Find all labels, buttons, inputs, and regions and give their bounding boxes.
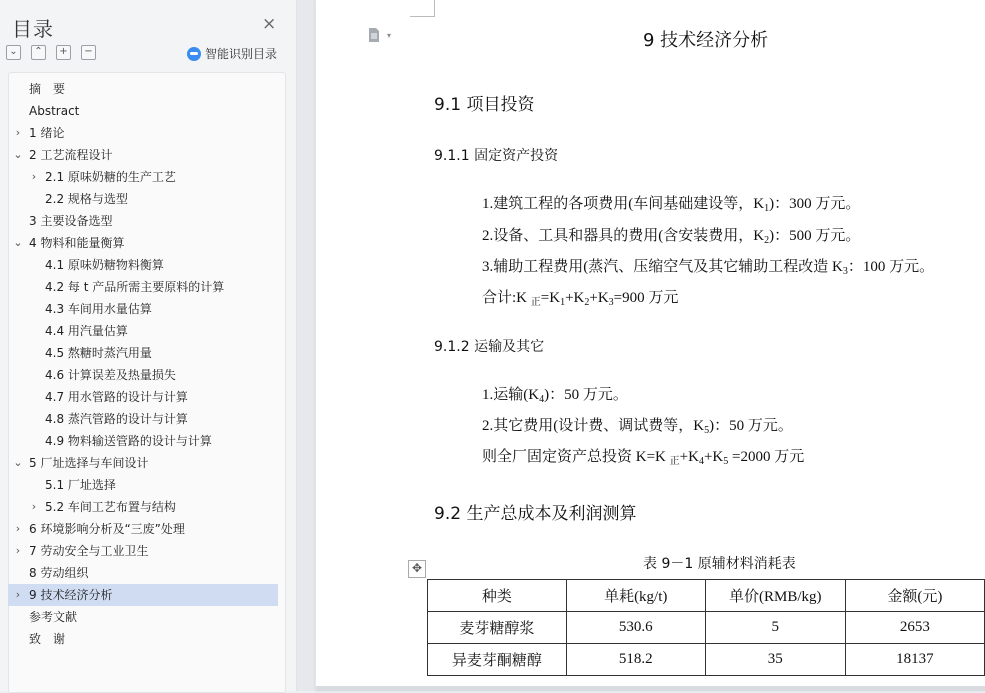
paragraph-transport-cost: 1.运输$(K_4)$：50 万元。 (482, 387, 628, 405)
toc-item-label: 致 谢 (29, 632, 66, 646)
toc-item[interactable] (8, 320, 278, 342)
subsection-heading-9-1-1: 9.1.1 固定资产投资 (434, 148, 559, 164)
toc-item-label: 4.4 用汽量估算 (45, 324, 128, 338)
toc-item-label: 4.6 计算误差及热量损失 (45, 368, 176, 382)
table-cell: 530.6 (566, 612, 705, 644)
toc-item-label: 9 技术经济分析 (29, 588, 113, 602)
section-heading-9-1: 9.1 项目投资 (434, 95, 535, 115)
toc-item[interactable] (8, 298, 278, 320)
toc-item[interactable] (8, 628, 278, 650)
toc-item[interactable] (8, 584, 278, 606)
toc-item-label: 8 劳动组织 (29, 566, 89, 580)
toc-item[interactable] (8, 188, 278, 210)
paragraph-building-cost: 1.建筑工程的各项费用(车间基础建设等，$K_1$)：300 万元。 (482, 196, 861, 214)
chevron-right-icon[interactable]: › (31, 500, 37, 513)
smart-recognize-icon (187, 47, 201, 61)
toc-item[interactable] (8, 122, 278, 144)
table-header-cell: 单价(RMB/kg) (705, 580, 845, 612)
toc-item[interactable] (8, 232, 278, 254)
expand-all-icon[interactable]: ⌄ (6, 45, 21, 60)
toc-item[interactable] (8, 342, 278, 364)
toc-item[interactable] (8, 408, 278, 430)
page-corner-mark (410, 0, 435, 17)
table-row (428, 612, 985, 644)
toc-item-label: 6 环境影响分析及“三废”处理 (29, 522, 185, 536)
table-move-handle-icon[interactable]: ✥ (408, 560, 426, 578)
chevron-right-icon[interactable]: › (15, 588, 21, 601)
toc-item-label: Abstract (29, 104, 80, 118)
toc-item-label: 4 物料和能量衡算 (29, 236, 125, 250)
paragraph-other-cost: 2.其它费用(设计费、调试费等，$K_5$)：50 万元。 (482, 418, 793, 436)
toc-item[interactable] (8, 166, 278, 188)
close-icon[interactable]: × (262, 14, 277, 34)
table-cell: 18137 (845, 644, 984, 676)
document-gutter (297, 0, 315, 691)
toc-item-label: 3 主要设备选型 (29, 214, 113, 228)
toc-item-label: 4.9 物料输送管路的设计与计算 (45, 434, 212, 448)
table-cell: 518.2 (566, 644, 705, 676)
table-header-cell: 单耗(kg/t) (566, 580, 705, 612)
toc-item-label: 摘 要 (29, 82, 66, 96)
smart-recognize-label: 智能识别目录 (205, 47, 278, 61)
toc-item[interactable] (8, 254, 278, 276)
toc-item-label: 5 厂址选择与车间设计 (29, 456, 149, 470)
chapter-title: 9 技术经济分析 (643, 30, 769, 51)
toc-item[interactable] (8, 78, 278, 100)
paragraph-auxiliary-cost: 3.辅助工程费用(蒸汽、压缩空气及其它辅助工程改造 $K_3$：100 万元。 (482, 259, 935, 277)
chevron-down-icon[interactable]: ⌄ (13, 148, 23, 161)
chevron-down-icon[interactable]: ▾ (387, 31, 392, 40)
chevron-right-icon[interactable]: › (15, 544, 21, 557)
toc-item[interactable] (8, 144, 278, 166)
toc-item[interactable] (8, 386, 278, 408)
chevron-right-icon[interactable]: › (15, 522, 21, 535)
remove-heading-icon[interactable]: − (81, 45, 96, 60)
toc-item[interactable] (8, 562, 278, 584)
toc-item[interactable] (8, 606, 278, 628)
toc-item-label: 参考文献 (29, 610, 78, 624)
table-header-cell: 种类 (428, 580, 567, 612)
toc-item-label: 2.1 原味奶糖的生产工艺 (45, 170, 176, 184)
toc-item-label: 4.8 蒸汽管路的设计与计算 (45, 412, 188, 426)
collapse-all-icon[interactable]: ⌃ (31, 45, 46, 60)
toc-item[interactable] (8, 474, 278, 496)
toc-item-label: 4.1 原味奶糖物料衡算 (45, 258, 164, 272)
toc-item[interactable] (8, 364, 278, 386)
paragraph-equipment-cost: 2.设备、工具和器具的费用(含安装费用，$K_2$)：500 万元。 (482, 228, 861, 246)
toc-item-label: 4.3 车间用水量估算 (45, 302, 152, 316)
chevron-right-icon[interactable]: › (15, 126, 21, 139)
chevron-down-icon[interactable]: ⌄ (13, 456, 23, 469)
toc-item[interactable] (8, 452, 278, 474)
table-header-cell: 金额(元) (845, 580, 984, 612)
toc-sidebar (0, 0, 297, 691)
table-cell: 35 (705, 644, 845, 676)
chevron-down-icon[interactable]: ⌄ (13, 236, 23, 249)
paragraph-subtotal: 合计:K $_正=K_1+K_2+K_3=900$ 万元 (482, 290, 679, 308)
toc-item[interactable] (8, 518, 278, 540)
chevron-right-icon[interactable]: › (31, 170, 37, 183)
paragraph-total-investment: 则全厂固定资产总投资 K=K $_正+K_4+K_5 =2000$ 万元 (482, 449, 805, 467)
horizontal-scrollbar[interactable] (316, 686, 985, 691)
subsection-heading-9-1-2: 9.1.2 运输及其它 (434, 339, 545, 355)
toc-toolbar (6, 45, 96, 61)
toc-item[interactable] (8, 496, 278, 518)
table-cell: 2653 (845, 612, 984, 644)
toc-item-label: 4.7 用水管路的设计与计算 (45, 390, 188, 404)
table-row (428, 644, 985, 676)
table-caption: 表 9－1 原辅材料消耗表 (643, 556, 796, 572)
toc-item-label: 4.2 每 t 产品所需主要原料的计算 (45, 280, 225, 294)
smart-recognize-toc-button[interactable] (187, 45, 277, 62)
toc-item[interactable] (8, 210, 278, 232)
toc-item-label: 2 工艺流程设计 (29, 148, 113, 162)
toc-item[interactable] (8, 276, 278, 298)
document-icon[interactable] (368, 28, 380, 42)
table-cell: 5 (705, 612, 845, 644)
toc-item-label: 7 劳动安全与工业卫生 (29, 544, 149, 558)
sidebar-title: 目录 (12, 17, 54, 41)
table-cell: 麦芽糖醇浆 (428, 612, 567, 644)
section-heading-9-2: 9.2 生产总成本及利润测算 (434, 504, 637, 524)
toc-item-label: 5.2 车间工艺布置与结构 (45, 500, 176, 514)
toc-item[interactable] (8, 430, 278, 452)
table-header-row (428, 580, 985, 612)
toc-item-label: 2.2 规格与选型 (45, 192, 128, 206)
toc-item[interactable] (8, 540, 278, 562)
table-cell: 异麦芽酮糖醇 (428, 644, 567, 676)
add-heading-icon[interactable]: + (56, 45, 71, 60)
toc-item[interactable] (8, 100, 278, 122)
toc-item-label: 4.5 熬糖时蒸汽用量 (45, 346, 152, 360)
toc-list (8, 78, 278, 650)
toc-item-label: 5.1 厂址选择 (45, 478, 116, 492)
material-consumption-table (427, 579, 985, 676)
toc-item-label: 1 绪论 (29, 126, 65, 140)
